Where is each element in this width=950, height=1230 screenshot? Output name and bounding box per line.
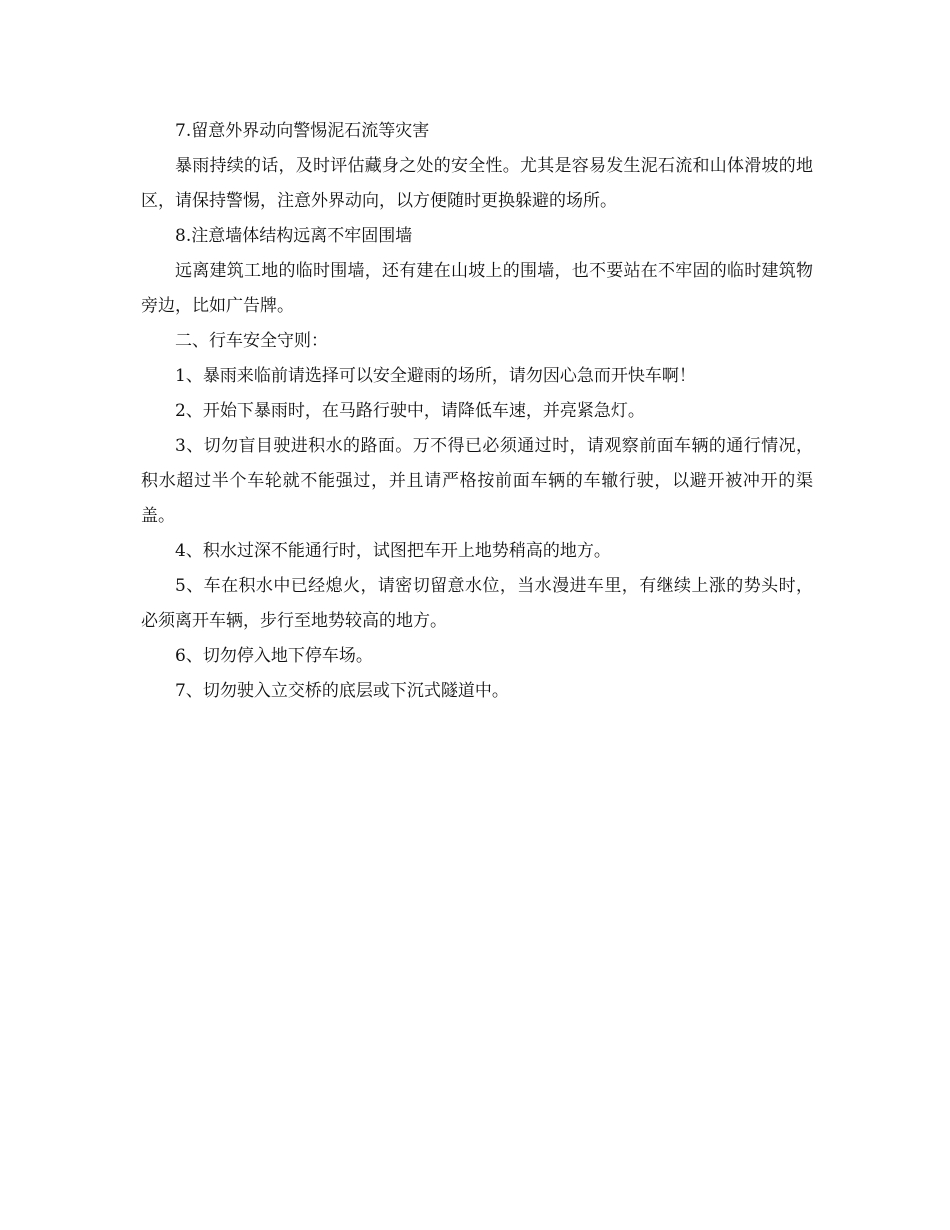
list-item-driving-1: 1、暴雨来临前请选择可以安全避雨的场所，请勿因心急而开快车啊！: [175, 366, 696, 386]
list-item-driving-3: 3、切勿盲目驶进积水的路面。万不得已必须通过时，请观察前面车辆的通行情况，积水超过半个车轮就不能强过，并且请严格按前面车辆的车辙行驶，以避开被冲开的渠盖。: [141, 436, 813, 526]
section-heading-walls: 8.注意墙体结构远离不牢固围墙: [175, 226, 413, 246]
section-heading-mudslide: 7.留意外界动向警惕泥石流等灾害: [175, 121, 430, 141]
section-heading-driving: 二、行车安全守则：: [175, 331, 328, 351]
paragraph-walls: 远离建筑工地的临时围墙，还有建在山坡上的围墙，也不要站在不牢固的临时建筑物旁边，比如广告牌。: [141, 261, 813, 316]
document-body: [141, 114, 813, 709]
paragraph-mudslide: 暴雨持续的话，及时评估藏身之处的安全性。尤其是容易发生泥石流和山体滑坡的地区，请保持警惕，注意外界动向，以方便随时更换躲避的场所。: [141, 156, 813, 211]
list-item-driving-5: 5、车在积水中已经熄火，请密切留意水位，当水漫进车里，有继续上涨的势头时，必须离开车辆，步行至地势较高的地方。: [141, 576, 813, 631]
list-item-driving-2: 2、开始下暴雨时，在马路行驶中，请降低车速，并亮紧急灯。: [175, 401, 645, 421]
list-item-driving-7: 7、切勿驶入立交桥的底层或下沉式隧道中。: [175, 681, 509, 701]
list-item-driving-4: 4、积水过深不能通行时，试图把车开上地势稍高的地方。: [175, 541, 611, 561]
list-item-driving-6: 6、切勿停入地下停车场。: [175, 646, 373, 666]
